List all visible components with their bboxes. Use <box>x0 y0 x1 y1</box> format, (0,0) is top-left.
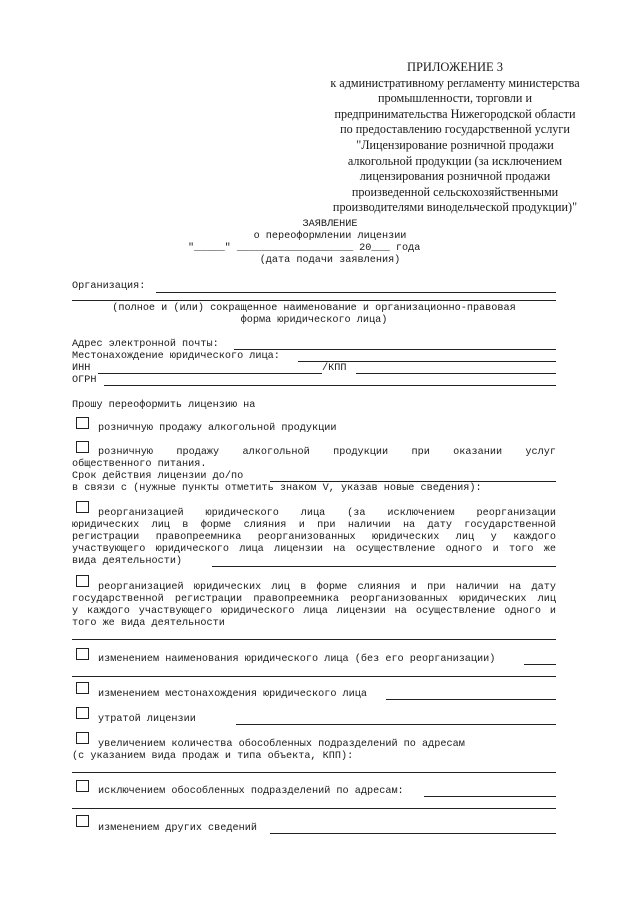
org-caption: (полное и (или) сокращенное наименование и организационно-правовая <box>112 303 516 314</box>
name-change-label: изменением наименования юридического лица (без его реорганизации) <box>98 654 496 665</box>
catering-checkbox[interactable] <box>76 441 89 452</box>
retail-checkbox[interactable] <box>76 417 89 428</box>
kpp-field[interactable] <box>356 373 556 374</box>
loss-field[interactable] <box>236 724 556 725</box>
catering-option-label-2: общественного питания. <box>72 459 207 470</box>
appendix-line: алкогольной продукции (за исключением <box>347 153 563 168</box>
inn-label: ИНН <box>72 363 91 374</box>
reorg-checkbox[interactable] <box>76 501 89 512</box>
merger-text-line: реорганизацией юридических лиц в форме слияния и при наличии на дату <box>98 582 556 593</box>
increase-field[interactable] <box>72 772 556 773</box>
email-field[interactable] <box>234 349 556 350</box>
other-checkbox[interactable] <box>76 815 89 826</box>
date-caption: (дата подачи заявления) <box>259 255 401 266</box>
name-change-field[interactable] <box>524 664 556 665</box>
inn-field[interactable] <box>98 373 322 374</box>
request-text: Прошу переоформить лицензию на <box>72 400 256 411</box>
reorg-text-line: регистрации правопреемника реорганизованных юридических лиц у каждого <box>72 532 556 543</box>
other-field[interactable] <box>270 833 556 834</box>
increase-label: увеличением количества обособленных подразделений по адресам <box>98 739 465 750</box>
appendix-header <box>300 60 610 216</box>
reorg-text-line: участвующего юридического лица лицензии на осуществление одного и того же <box>72 544 556 555</box>
org-field-line-2[interactable] <box>72 300 556 301</box>
appendix-line: по предоставлению государственной услуги <box>340 122 570 137</box>
exclusion-checkbox[interactable] <box>76 780 89 791</box>
increase-label-2: (с указанием вида продаж и типа объекта, КПП): <box>72 751 354 762</box>
email-label: Адрес электронной почты: <box>72 339 219 350</box>
merger-text-line: государственной регистрации правопреемника реорганизованных юридических лиц <box>72 594 556 605</box>
org-caption-2: форма юридического лица) <box>240 315 388 326</box>
appendix-line: промышленности, торговли и <box>378 91 532 106</box>
location-change-label: изменением местонахождения юридического лица <box>98 689 367 700</box>
merger-text-line: того же вида деятельности <box>72 618 225 629</box>
location-change-checkbox[interactable] <box>76 682 89 693</box>
name-change-checkbox[interactable] <box>76 648 89 659</box>
location-label: Местонахождение юридического лица: <box>72 351 280 362</box>
merger-checkbox[interactable] <box>76 575 89 586</box>
reason-intro: в связи с (нужные пункты отметить знаком V, указав новые сведения): <box>72 483 482 494</box>
reorg-field[interactable] <box>212 566 556 567</box>
merger-field[interactable] <box>72 639 556 640</box>
retail-option-label: розничную продажу алкогольной продукции <box>98 423 337 434</box>
appendix-line: произведенной сельскохозяйственными <box>351 184 559 199</box>
ogrn-field[interactable] <box>104 385 556 386</box>
date-line[interactable]: "_____" ___________________ 20___ года <box>188 243 421 254</box>
exclusion-field[interactable] <box>424 796 556 797</box>
form-subtitle: о переоформлении лицензии <box>253 231 407 242</box>
ogrn-label: ОГРН <box>72 375 97 386</box>
exclusion-field-2[interactable] <box>72 808 556 809</box>
kpp-label: /КПП <box>322 363 347 374</box>
loss-label: утратой лицензии <box>98 714 196 725</box>
appendix-line: производителями винодельческой продукции)" <box>332 200 578 215</box>
appendix-line: к административному регламенту министерства <box>330 75 580 90</box>
catering-option-label: розничную продажу алкогольной продукции при оказании услуг <box>98 447 556 458</box>
name-change-field-2[interactable] <box>72 676 556 677</box>
appendix-line: "Лицензирование розничной продажи <box>356 137 554 152</box>
appendix-line: лицензирования розничной продажи <box>359 169 551 184</box>
exclusion-label: исключением обособленных подразделений по адресам: <box>98 786 404 797</box>
location-change-field[interactable] <box>386 699 556 700</box>
reorg-text-line: реорганизацией юридического лица (за исключением реорганизации <box>98 508 556 519</box>
org-field-line[interactable] <box>156 292 556 293</box>
reorg-text-line: вида деятельности) <box>72 556 183 567</box>
merger-text-line: у каждого участвующего юридического лица лицензии на осуществление одного и <box>72 606 556 617</box>
form-title: ЗАЯВЛЕНИЕ <box>302 219 358 230</box>
org-label: Организация: <box>72 281 146 292</box>
increase-checkbox[interactable] <box>76 732 89 743</box>
other-label: изменением других сведений <box>98 823 257 834</box>
appendix-title: ПРИЛОЖЕНИЕ 3 <box>406 60 504 74</box>
loss-checkbox[interactable] <box>76 707 89 718</box>
reorg-text-line: юридических лиц в форме слияния и при наличии на дату государственной <box>72 520 556 531</box>
appendix-line: предпринимательства Нижегородской области <box>334 106 576 121</box>
validity-label: Срок действия лицензии до/по <box>72 471 244 482</box>
